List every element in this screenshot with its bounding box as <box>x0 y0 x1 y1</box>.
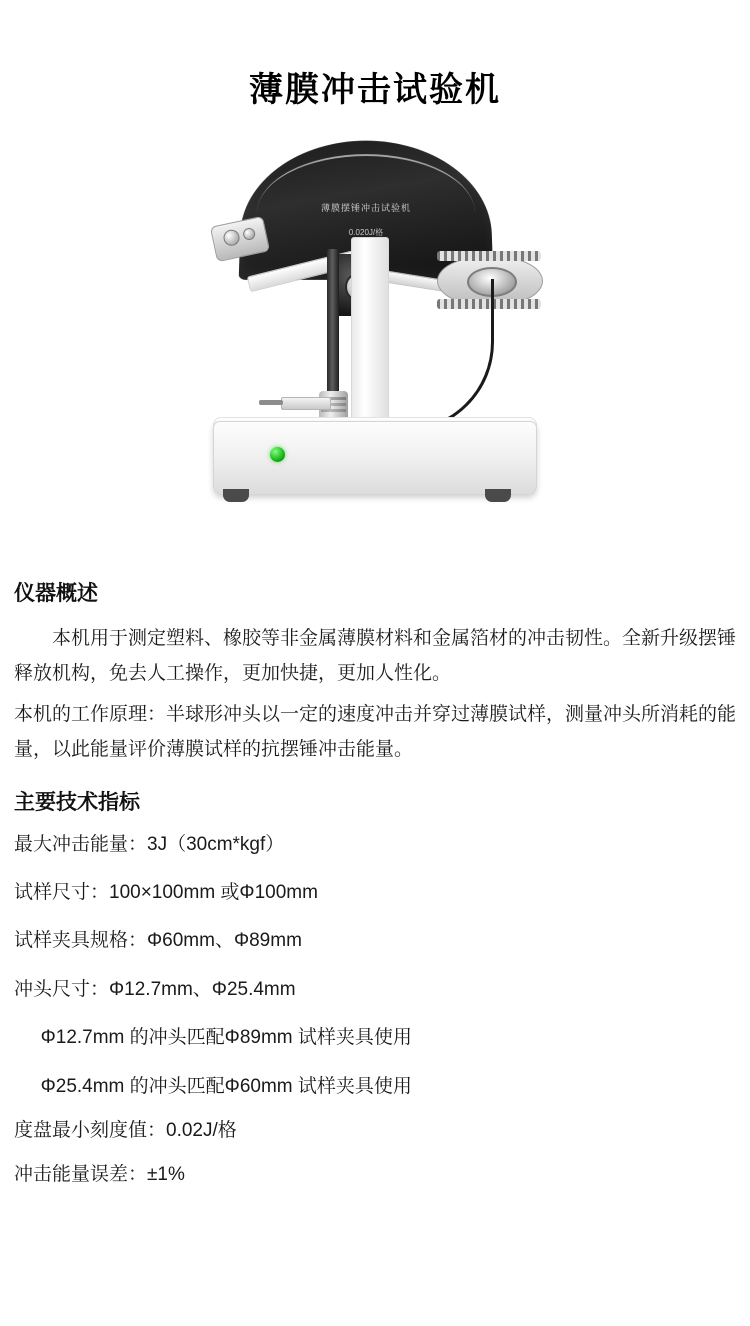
base-foot-right-graphic <box>485 489 511 502</box>
section-heading-specs: 主要技术指标 <box>14 790 140 814</box>
spec-item: 试样夹具规格：Φ60mm、Φ89mm <box>14 930 302 952</box>
dial-brand-label: 薄膜摆锤冲击试验机 <box>320 203 412 213</box>
overview-paragraph-2: 本机的工作原理：半球形冲头以一定的速度冲击并穿过薄膜试样，测量冲头所消耗的能量，以此能量评价薄膜试样的抗摆锤冲击能量。 <box>14 704 737 761</box>
base-foot-left-graphic <box>223 489 249 502</box>
spec-item: 冲头尺寸：Φ12.7mm、Φ25.4mm <box>14 978 296 1000</box>
power-indicator-icon <box>270 447 285 462</box>
clamp-teeth-top-graphic <box>437 251 541 261</box>
dial-scale-label: 0.020J/格 <box>348 227 384 238</box>
guide-rod-graphic <box>327 249 339 414</box>
spec-item: 度盘最小刻度值：0.02J/格 <box>14 1119 237 1141</box>
spec-item: Φ25.4mm 的冲头匹配Φ60mm 试样夹具使用 <box>40 1075 412 1097</box>
page-title: 薄膜冲击试验机 <box>249 71 501 109</box>
product-photo-illustration <box>185 129 585 549</box>
spec-item: 试样尺寸：100×100mm 或Φ100mm <box>14 881 318 903</box>
cable-graphic <box>381 279 494 432</box>
spec-item: 最大冲击能量：3J（30cm*kgf） <box>14 833 285 855</box>
section-heading-overview: 仪器概述 <box>14 582 98 605</box>
spec-item: Φ12.7mm 的冲头匹配Φ89mm 试样夹具使用 <box>40 1027 412 1049</box>
spec-item: 冲击能量误差：±1% <box>14 1164 185 1186</box>
probe-tip-graphic <box>259 400 283 405</box>
document-content <box>0 577 750 1191</box>
product-photo <box>0 129 750 559</box>
base-plate-graphic <box>213 421 537 495</box>
overview-paragraph-1: 本机用于测定塑料、橡胶等非金属薄膜材料和金属箔材的冲击韧性。全新升级摆锤释放机构，免去人工操作，更加快捷，更加人性化。 <box>14 628 737 685</box>
probe-graphic <box>281 397 331 410</box>
